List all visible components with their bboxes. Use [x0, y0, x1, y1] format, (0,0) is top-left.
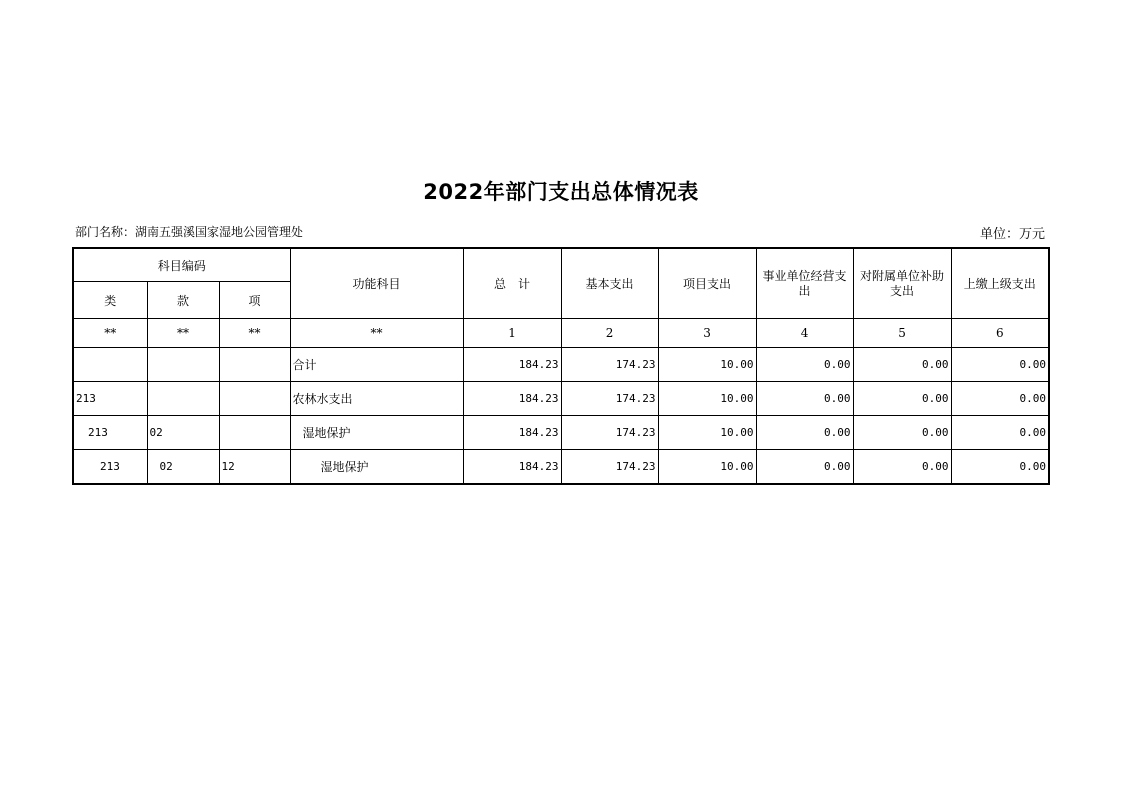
- header-xiang: 项: [219, 282, 290, 319]
- cell-basic: 174.23: [561, 416, 658, 450]
- cell-higher: 0.00: [951, 416, 1049, 450]
- cell-business: 0.00: [756, 382, 853, 416]
- cell-project: 10.00: [658, 382, 756, 416]
- cell-xiang: [219, 348, 290, 382]
- cell-basic: 174.23: [561, 382, 658, 416]
- expenditure-table: [72, 247, 1050, 485]
- cell-higher: 0.00: [951, 382, 1049, 416]
- cell-project: 10.00: [658, 450, 756, 485]
- index-cell: 6: [951, 319, 1049, 348]
- cell-lei: 213: [73, 382, 147, 416]
- cell-kuan: [147, 382, 219, 416]
- table-row: [73, 416, 1049, 450]
- cell-business: 0.00: [756, 348, 853, 382]
- cell-total: 184.23: [463, 348, 561, 382]
- cell-basic: 174.23: [561, 450, 658, 485]
- cell-function-name: 湿地保护: [290, 450, 463, 485]
- cell-business: 0.00: [756, 450, 853, 485]
- cell-basic: 174.23: [561, 348, 658, 382]
- page-title: 2022年部门支出总体情况表: [423, 180, 699, 204]
- cell-kuan: 02: [147, 416, 219, 450]
- cell-total: 184.23: [463, 450, 561, 485]
- cell-function-name: 合计: [290, 348, 463, 382]
- unit-label: 单位：万元: [979, 227, 1045, 242]
- cell-lei: 213: [73, 450, 147, 485]
- header-kuan: 款: [147, 282, 219, 319]
- index-cell: **: [147, 319, 219, 348]
- index-cell: **: [290, 319, 463, 348]
- department-name: 部门名称：湖南五强溪国家湿地公园管理处: [75, 225, 304, 239]
- cell-lei: [73, 348, 147, 382]
- index-cell: **: [219, 319, 290, 348]
- index-cell: 5: [853, 319, 951, 348]
- cell-xiang: [219, 416, 290, 450]
- cell-project: 10.00: [658, 416, 756, 450]
- cell-business: 0.00: [756, 416, 853, 450]
- header-lei: 类: [73, 282, 147, 319]
- cell-affiliate: 0.00: [853, 416, 951, 450]
- cell-xiang: 12: [219, 450, 290, 485]
- index-cell: 3: [658, 319, 756, 348]
- cell-xiang: [219, 382, 290, 416]
- header-project: 项目支出: [658, 248, 756, 319]
- index-cell: 2: [561, 319, 658, 348]
- cell-kuan: 02: [147, 450, 219, 485]
- cell-function-name: 湿地保护: [290, 416, 463, 450]
- cell-higher: 0.00: [951, 450, 1049, 485]
- header-subject-code: 科目编码: [73, 248, 290, 282]
- table-row: [73, 382, 1049, 416]
- cell-total: 184.23: [463, 416, 561, 450]
- table-row: [73, 348, 1049, 382]
- header-business: 事业单位经营支出: [756, 248, 853, 319]
- header-basic: 基本支出: [561, 248, 658, 319]
- header-higher: 上缴上级支出: [951, 248, 1049, 319]
- table-row: [73, 450, 1049, 485]
- header-function-subject: 功能科目: [290, 248, 463, 319]
- cell-higher: 0.00: [951, 348, 1049, 382]
- cell-function-name: 农林水支出: [290, 382, 463, 416]
- cell-affiliate: 0.00: [853, 450, 951, 485]
- header-affiliate: 对附属单位补助支出: [853, 248, 951, 319]
- cell-total: 184.23: [463, 382, 561, 416]
- index-cell: 4: [756, 319, 853, 348]
- cell-kuan: [147, 348, 219, 382]
- cell-lei: 213: [73, 416, 147, 450]
- header-total: 总 计: [463, 248, 561, 319]
- index-cell: **: [73, 319, 147, 348]
- cell-project: 10.00: [658, 348, 756, 382]
- cell-affiliate: 0.00: [853, 382, 951, 416]
- index-cell: 1: [463, 319, 561, 348]
- cell-affiliate: 0.00: [853, 348, 951, 382]
